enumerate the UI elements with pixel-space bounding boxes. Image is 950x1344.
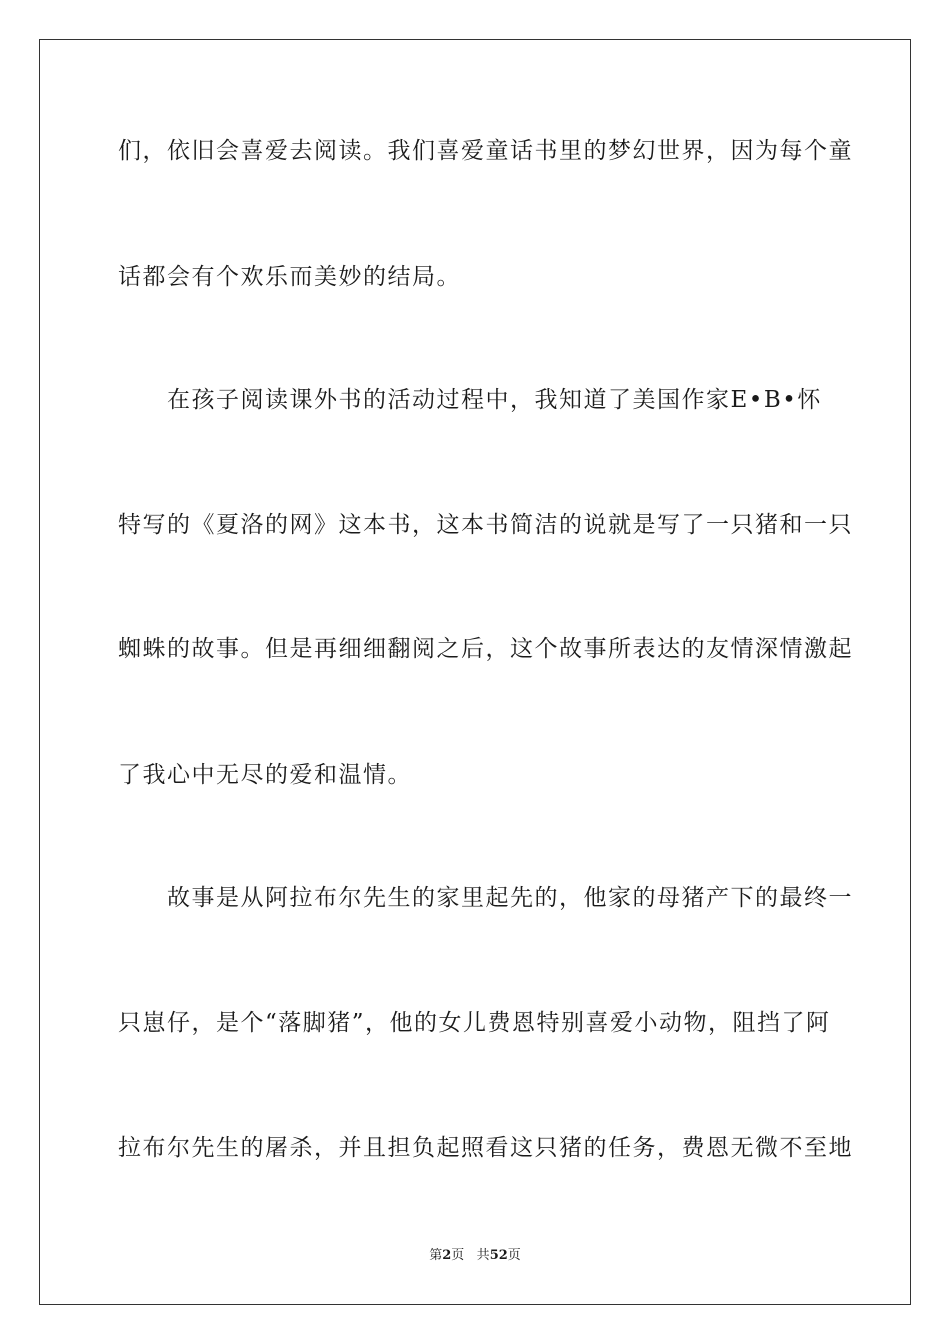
footer-total-prefix: 共: [476, 1248, 490, 1263]
body-text-line: 拉布尔先生的屠杀，并且担负起照看这只猪的任务，费恩无微不至地: [118, 1135, 853, 1161]
page-border: [39, 39, 911, 1305]
footer-prefix: 第: [429, 1248, 443, 1263]
total-pages-number: 52: [489, 1248, 508, 1263]
current-page-number: 2: [442, 1248, 452, 1263]
body-text-line: 只崽仔，是个“落脚猪”，他的女儿费恩特别喜爱小动物，阻挡了阿: [118, 1010, 831, 1036]
body-text-line: 特写的《夏洛的网》这本书，这本书简洁的说就是写了一只猪和一只: [118, 512, 853, 538]
page-footer: [0, 1247, 950, 1265]
footer-page-suffix: 页: [451, 1248, 465, 1263]
body-text-line: 话都会有个欢乐而美妙的结局。: [118, 264, 461, 290]
body-text-line: 在孩子阅读课外书的活动过程中，我知道了美国作家E•B•怀: [118, 387, 822, 413]
footer-total-suffix: 页: [507, 1248, 521, 1263]
body-text-line: 故事是从阿拉布尔先生的家里起先的，他家的母猪产下的最终一: [118, 885, 853, 911]
body-text-line: 蜘蛛的故事。但是再细细翻阅之后，这个故事所表达的友情深情激起: [118, 636, 853, 662]
body-text-line: 们，依旧会喜爱去阅读。我们喜爱童话书里的梦幻世界，因为每个童: [118, 138, 853, 164]
body-text-line: 了我心中无尽的爱和温情。: [118, 762, 412, 788]
